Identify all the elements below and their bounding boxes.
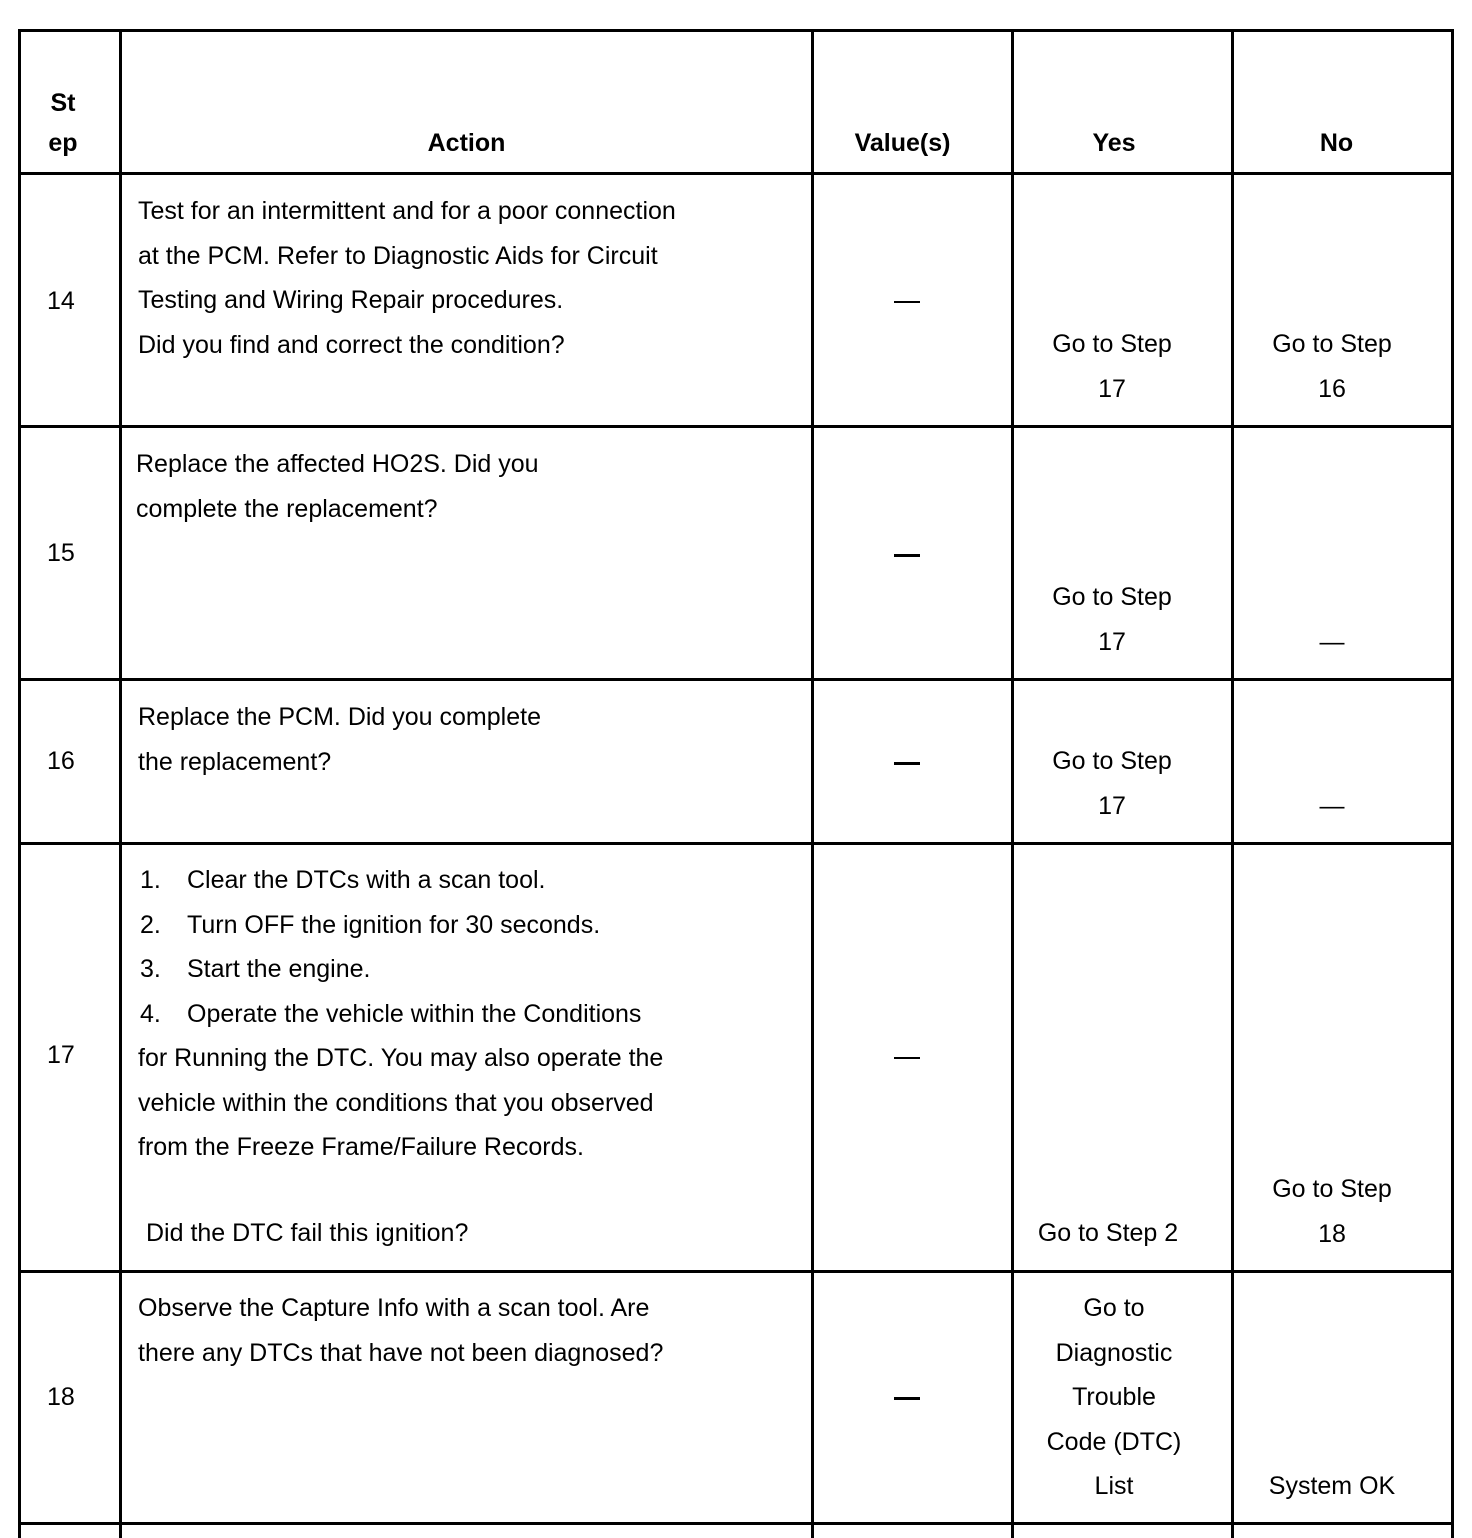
value-dash [894, 1057, 920, 1059]
step-number: 18 [47, 1383, 75, 1411]
row-divider [18, 1522, 1454, 1525]
list-number: 4. [140, 1000, 161, 1028]
yes-link: Go to Step 17 [1052, 330, 1172, 403]
column-divider [119, 29, 122, 1538]
step-number: 14 [47, 287, 75, 315]
list-item: Start the engine. [187, 955, 371, 983]
yes-link: Go to Step 17 [1052, 583, 1172, 656]
table-border-top [18, 29, 1454, 32]
no-link: Go to Step 18 [1272, 1175, 1392, 1248]
action-text: for Running the DTC. You may also operate the vehicle within the conditions that you observed from the Freeze Frame/Failure Records. [138, 1044, 664, 1161]
list-number: 2. [140, 911, 161, 939]
row-divider [18, 172, 1454, 175]
header-values: Value(s) [854, 129, 951, 157]
action-text: Replace the PCM. Did you complete the replacement? [138, 703, 541, 776]
no-value: System OK [1268, 1472, 1396, 1500]
no-value: — [1319, 628, 1345, 656]
value-dash [894, 554, 920, 557]
list-item: Operate the vehicle within the Conditions [187, 1000, 642, 1028]
yes-link: Go to Step 2 [1037, 1219, 1179, 1247]
column-divider [18, 29, 21, 1538]
action-text: Observe the Capture Info with a scan tool. Are there any DTCs that have not been diagnosed? [138, 1294, 664, 1367]
step-number: 16 [47, 747, 75, 775]
list-item: Clear the DTCs with a scan tool. [187, 866, 546, 894]
header-step: St ep [48, 89, 78, 157]
list-number: 3. [140, 955, 161, 983]
action-text: Replace the affected HO2S. Did you complete the replacement? [136, 450, 539, 523]
value-dash [894, 301, 920, 303]
no-value: — [1319, 792, 1345, 820]
yes-link: Go to Diagnostic Trouble Code (DTC) List [1046, 1294, 1182, 1500]
yes-link: Go to Step 17 [1052, 747, 1172, 820]
header-action: Action [427, 129, 506, 157]
action-question: Did the DTC fail this ignition? [146, 1219, 469, 1247]
list-item: Turn OFF the ignition for 30 seconds. [187, 911, 601, 939]
value-dash [894, 762, 920, 765]
header-no: No [1319, 129, 1354, 157]
no-link: Go to Step 16 [1272, 330, 1392, 403]
column-divider [1451, 29, 1454, 1538]
action-text: Test for an intermittent and for a poor connection at the PCM. Refer to Diagnostic Aids for Circuit Testing and Wiring Repair procedures. Did you find and correct the condition? [138, 197, 676, 359]
step-number: 17 [47, 1041, 75, 1069]
value-dash [894, 1397, 920, 1400]
row-divider [18, 678, 1454, 681]
diagnostic-table [18, 29, 1454, 1525]
row-divider [18, 842, 1454, 845]
row-divider [18, 1270, 1454, 1273]
column-divider [811, 29, 814, 1538]
step-number: 15 [47, 539, 75, 567]
list-number: 1. [140, 866, 161, 894]
row-divider [18, 425, 1454, 428]
header-yes: Yes [1092, 129, 1136, 157]
